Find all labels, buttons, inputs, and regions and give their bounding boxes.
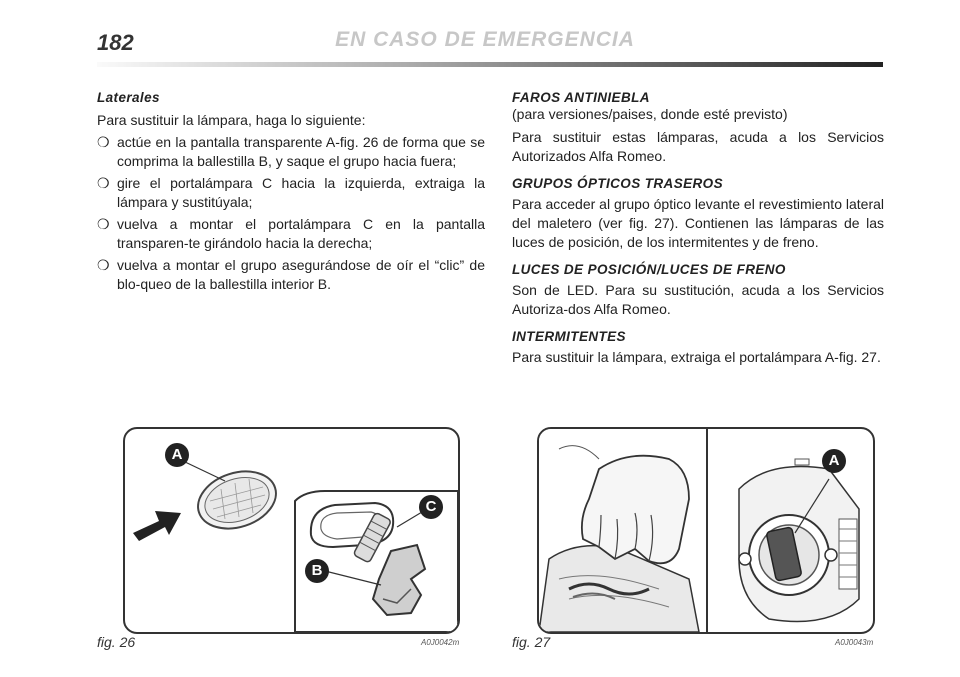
figure-26-code: A0J0042m: [421, 638, 460, 647]
figure-26-illustration: [123, 427, 460, 634]
list-item-text: actúe en la pantalla transparente A-fig. 26 de forma que se comprima la ballestilla B, y saque el grupo hacia fuera;: [117, 134, 485, 169]
left-column: [97, 90, 485, 294]
intro-text: Para sustituir la lámpara, haga lo siguiente:: [97, 112, 366, 128]
figure-27-caption: fig. 27: [512, 634, 551, 650]
luces-posicion-text: Son de LED. Para su sustitución, acuda a los Servicios Autoriza-dos Alfa Romeo.: [512, 282, 884, 317]
list-item: [97, 215, 485, 253]
page-number: 182: [97, 30, 134, 55]
figure-27-code: A0J0043m: [835, 638, 874, 647]
list-item: [97, 174, 485, 212]
header-rule: [97, 62, 883, 67]
grupos-opticos-text: Para acceder al grupo óptico levante el revestimiento lateral del maletero (ver fig. 27). Contienen las lámparas de las luces de posición, de los intermitentes y de freno.: [512, 196, 884, 250]
callout-a: A: [165, 443, 189, 467]
figure-27-illustration: [537, 427, 875, 634]
section-heading-intermitentes: INTERMITENTES: [512, 329, 626, 344]
faros-text: Para sustituir estas lámparas, acuda a los Servicios Autorizados Alfa Romeo.: [512, 129, 884, 164]
right-column: [512, 90, 884, 367]
faros-subtitle: (para versiones/paises, donde esté previsto): [512, 106, 788, 122]
intermitentes-text: Para sustituir la lámpara, extraiga el portalámpara A-fig. 27.: [512, 349, 881, 365]
bullet-icon: ❍: [97, 175, 110, 191]
section-heading-grupos-opticos: GRUPOS ÓPTICOS TRASEROS: [512, 176, 723, 191]
figure-26-caption: fig. 26: [97, 634, 136, 650]
list-item-text: vuelva a montar el portalámpara C en la pantalla transparen-te girándolo hacia la derecha;: [117, 216, 485, 251]
callout-b: B: [305, 559, 329, 583]
list-item: [97, 256, 485, 294]
callout-c: C: [419, 495, 443, 519]
callout-a: A: [822, 449, 846, 473]
section-heading-laterales: Laterales: [97, 90, 160, 105]
section-heading-faros-antiniebla: FAROS ANTINIEBLA: [512, 90, 650, 105]
bullet-icon: ❍: [97, 134, 110, 150]
list-item: [97, 133, 485, 171]
bullet-icon: ❍: [97, 216, 110, 232]
list-item-text: gire el portalámpara C hacia la izquierda, extraiga la lámpara y sustitúyala;: [117, 175, 485, 210]
section-heading-luces-posicion: LUCES DE POSICIÓN/LUCES DE FRENO: [512, 262, 786, 277]
running-title: EN CASO DE EMERGENCIA: [335, 28, 635, 51]
bullet-icon: ❍: [97, 257, 110, 273]
list-item-text: vuelva a montar el grupo asegurándose de oír el “clic” de blo-queo de la ballestilla interior B.: [117, 257, 485, 292]
